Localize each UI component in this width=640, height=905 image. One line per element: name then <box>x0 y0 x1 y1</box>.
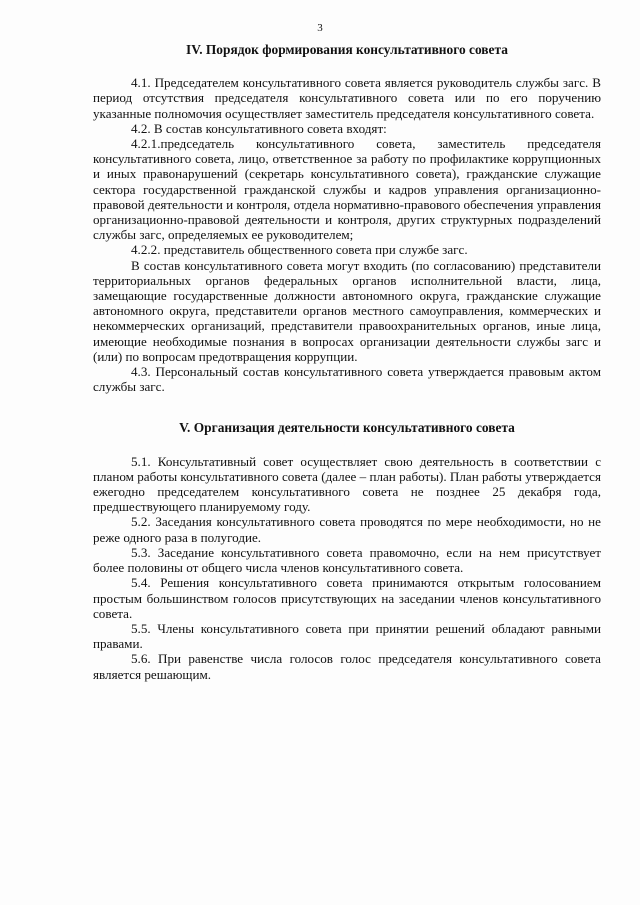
paragraph-4-3: 4.3. Персональный состав консультативного совета утверждается правовым актом службы загс. <box>93 364 601 395</box>
paragraph-composition: В состав консультативного совета могут входить (по согласованию) представители территориальных органов федеральных органов исполнительной власти, лица, замещающие государственные должности автономного округа, гражданские служащие автономного округа, представители органов местного самоуправления, коммерческих и некоммерческих организаций, представители правоохранительных органов, иные лица, имеющие необходимые познания в вопросах организации деятельности службы загс и (или) по вопросам предотвращения коррупции. <box>93 257 601 364</box>
page-number: 3 <box>317 22 323 34</box>
paragraph-5-3: 5.3. Заседание консультативного совета правомочно, если на нем присутствует более половины от общего числа членов консультативного совета. <box>93 544 601 576</box>
paragraph-5-5: 5.5. Члены консультативного совета при принятии решений обладают равными правами. <box>93 620 601 652</box>
document-body <box>93 42 601 682</box>
paragraph-5-1: 5.1. Консультативный совет осуществляет свою деятельность в соответствии с планом работы консультативного совета (далее – план работы). План работы утверждается ежегодно председателем консультативного совета не позднее 25 декабря года, предшествующего планируемому году. <box>93 453 601 515</box>
paragraph-5-2: 5.2. Заседания консультативного совета проводятся по мере необходимости, но не реже одного раза в полугодие. <box>93 514 601 545</box>
paragraph-5-4: 5.4. Решения консультативного совета принимаются открытым голосованием простым большинством голосов присутствующих на заседании членов консультативного совета. <box>93 575 601 621</box>
section-v-title: V. Организация деятельности консультативного совета <box>179 420 515 436</box>
section-iv-title: IV. Порядок формирования консультативного совета <box>186 42 508 57</box>
paragraph-4-2: 4.2. В состав консультативного совета входят: <box>131 120 387 136</box>
paragraph-4-2-2: 4.2.2. представитель общественного совета при службе загс. <box>131 242 468 258</box>
paragraph-4-1: 4.1. Председателем консультативного совета является руководитель службы загс. В период отсутствия председателя консультативного совета или по его поручению указанные полномочия осуществляет заместитель председателя консультативного совета. <box>93 75 601 121</box>
paragraph-4-2-1: 4.2.1.председатель консультативного совета, заместитель председателя консультативного совета, лицо, ответственное за работу по профилактике коррупционных и иных правонарушений (секретарь консультативного совета), гражданские служащие сектора государственной гражданской службы и кадров управления организационно-правовой деятельности и контроля, отдела нормативно-правового обеспечения управления организационно-правовой деятельности и контроля, других структурных подразделений службы загс, определяемых ее руководителем; <box>93 136 602 243</box>
paragraph-5-6: 5.6. При равенстве числа голосов голос председателя консультативного совета является решающим. <box>93 651 601 682</box>
